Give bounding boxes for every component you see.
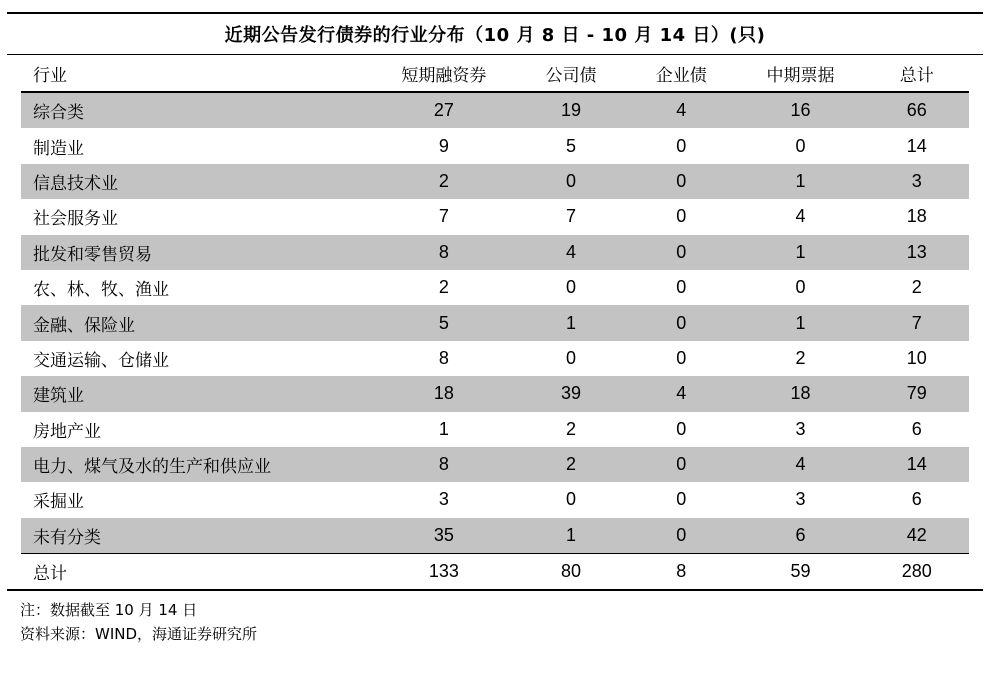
- row-value-cell: 0: [676, 241, 687, 262]
- row-value-cell: 0: [795, 135, 806, 156]
- row-industry-name: 采掘业: [33, 492, 84, 513]
- row-value-cell: 14: [906, 454, 927, 475]
- row-industry-name: 未有分类: [33, 527, 101, 548]
- row-industry-name: 综合类: [33, 103, 84, 124]
- row-value-cell: 0: [676, 135, 687, 156]
- source-text: 资料来源：WIND，海通证券研究所: [20, 625, 258, 643]
- table-body: [7, 93, 983, 553]
- header-short-term-bills: 短期融资券: [401, 65, 487, 86]
- row-value-cell: 4: [676, 383, 687, 404]
- total-cell: 133: [428, 561, 459, 582]
- table-row: [21, 93, 969, 128]
- row-value-cell: 8: [438, 454, 449, 475]
- row-value-cell: 0: [676, 524, 687, 545]
- row-value-cell: 5: [438, 312, 449, 333]
- row-value-cell: 18: [433, 383, 454, 404]
- row-value-cell: 1: [795, 241, 806, 262]
- header-corporate-bonds: 公司债: [545, 65, 597, 86]
- row-value-cell: 27: [433, 100, 454, 121]
- table-row: [21, 518, 969, 553]
- table-row: [21, 199, 969, 234]
- row-value-cell: 7: [911, 312, 922, 333]
- row-value-cell: 3: [438, 489, 449, 510]
- row-value-cell: 19: [560, 100, 581, 121]
- row-value-cell: 2: [565, 454, 576, 475]
- row-value-cell: 10: [906, 347, 927, 368]
- row-value-cell: 0: [676, 454, 687, 475]
- total-label: 总计: [33, 564, 67, 585]
- row-value-cell: 0: [565, 347, 576, 368]
- row-value-cell: 4: [795, 454, 806, 475]
- row-value-cell: 18: [906, 206, 927, 227]
- row-value-cell: 66: [906, 100, 927, 121]
- header-industry: 行业: [33, 65, 67, 86]
- row-value-cell: 0: [565, 277, 576, 298]
- row-value-cell: 0: [676, 206, 687, 227]
- row-value-cell: 0: [676, 277, 687, 298]
- header-medium-term-notes: 中期票据: [766, 65, 835, 86]
- table-notes: [20, 598, 257, 646]
- row-value-cell: 79: [906, 383, 927, 404]
- row-value-cell: 1: [795, 170, 806, 191]
- row-value-cell: 6: [911, 489, 922, 510]
- row-value-cell: 13: [906, 241, 927, 262]
- table-header: [21, 55, 969, 93]
- row-value-cell: 7: [565, 206, 576, 227]
- table-row: [21, 376, 969, 411]
- table-row: [21, 128, 969, 163]
- row-value-cell: 2: [911, 277, 922, 298]
- row-value-cell: 1: [565, 524, 576, 545]
- row-industry-name: 电力、煤气及水的生产和供应业: [33, 457, 271, 478]
- row-industry-name: 交通运输、仓储业: [33, 350, 169, 371]
- row-industry-name: 社会服务业: [33, 209, 118, 230]
- row-industry-name: 信息技术业: [33, 173, 118, 194]
- row-value-cell: 8: [438, 347, 449, 368]
- table-row: [21, 305, 969, 340]
- row-value-cell: 6: [795, 524, 806, 545]
- row-value-cell: 6: [911, 418, 922, 439]
- table-row: [21, 482, 969, 517]
- row-value-cell: 3: [795, 418, 806, 439]
- row-value-cell: 0: [676, 312, 687, 333]
- total-cell: 8: [676, 561, 687, 582]
- row-value-cell: 7: [438, 206, 449, 227]
- table-bottom-rule: [7, 589, 983, 591]
- row-value-cell: 0: [676, 489, 687, 510]
- row-value-cell: 3: [911, 170, 922, 191]
- table-row: [21, 412, 969, 447]
- row-industry-name: 批发和零售贸易: [33, 244, 152, 265]
- row-value-cell: 5: [565, 135, 576, 156]
- row-value-cell: 4: [795, 206, 806, 227]
- row-value-cell: 0: [565, 489, 576, 510]
- row-value-cell: 18: [790, 383, 811, 404]
- row-value-cell: 1: [438, 418, 449, 439]
- table-row: [21, 341, 969, 376]
- row-industry-name: 农、林、牧、渔业: [33, 280, 169, 301]
- row-value-cell: 35: [433, 524, 454, 545]
- industry-bond-table: [7, 12, 983, 591]
- row-value-cell: 0: [676, 347, 687, 368]
- row-value-cell: 0: [676, 418, 687, 439]
- row-value-cell: 1: [565, 312, 576, 333]
- row-value-cell: 0: [565, 170, 576, 191]
- row-value-cell: 2: [438, 277, 449, 298]
- row-value-cell: 0: [795, 277, 806, 298]
- row-industry-name: 建筑业: [33, 386, 84, 407]
- header-enterprise-bonds: 企业债: [655, 65, 707, 86]
- row-value-cell: 14: [906, 135, 927, 156]
- row-value-cell: 1: [795, 312, 806, 333]
- row-value-cell: 3: [795, 489, 806, 510]
- table-row: [21, 270, 969, 305]
- row-value-cell: 4: [565, 241, 576, 262]
- row-industry-name: 房地产业: [33, 421, 101, 442]
- total-cell: 80: [560, 561, 581, 582]
- table-row: [21, 235, 969, 270]
- table-title: 近期公告发行债券的行业分布（10 月 8 日 - 10 月 14 日）(只): [7, 12, 983, 55]
- total-cell: 59: [790, 561, 811, 582]
- total-cell: 280: [901, 561, 932, 582]
- row-value-cell: 4: [676, 100, 687, 121]
- row-industry-name: 制造业: [33, 138, 84, 159]
- row-value-cell: 9: [438, 135, 449, 156]
- table-row: [21, 447, 969, 482]
- header-total: 总计: [899, 65, 934, 86]
- note-text: 注：数据截至 10 月 14 日: [20, 601, 198, 619]
- table-total-row: [21, 553, 969, 589]
- row-value-cell: 42: [906, 524, 927, 545]
- row-value-cell: 16: [790, 100, 811, 121]
- row-value-cell: 8: [438, 241, 449, 262]
- row-value-cell: 39: [560, 383, 581, 404]
- row-value-cell: 2: [565, 418, 576, 439]
- row-industry-name: 金融、保险业: [33, 315, 135, 336]
- table-row: [21, 164, 969, 199]
- row-value-cell: 2: [795, 347, 806, 368]
- row-value-cell: 2: [438, 170, 449, 191]
- row-value-cell: 0: [676, 170, 687, 191]
